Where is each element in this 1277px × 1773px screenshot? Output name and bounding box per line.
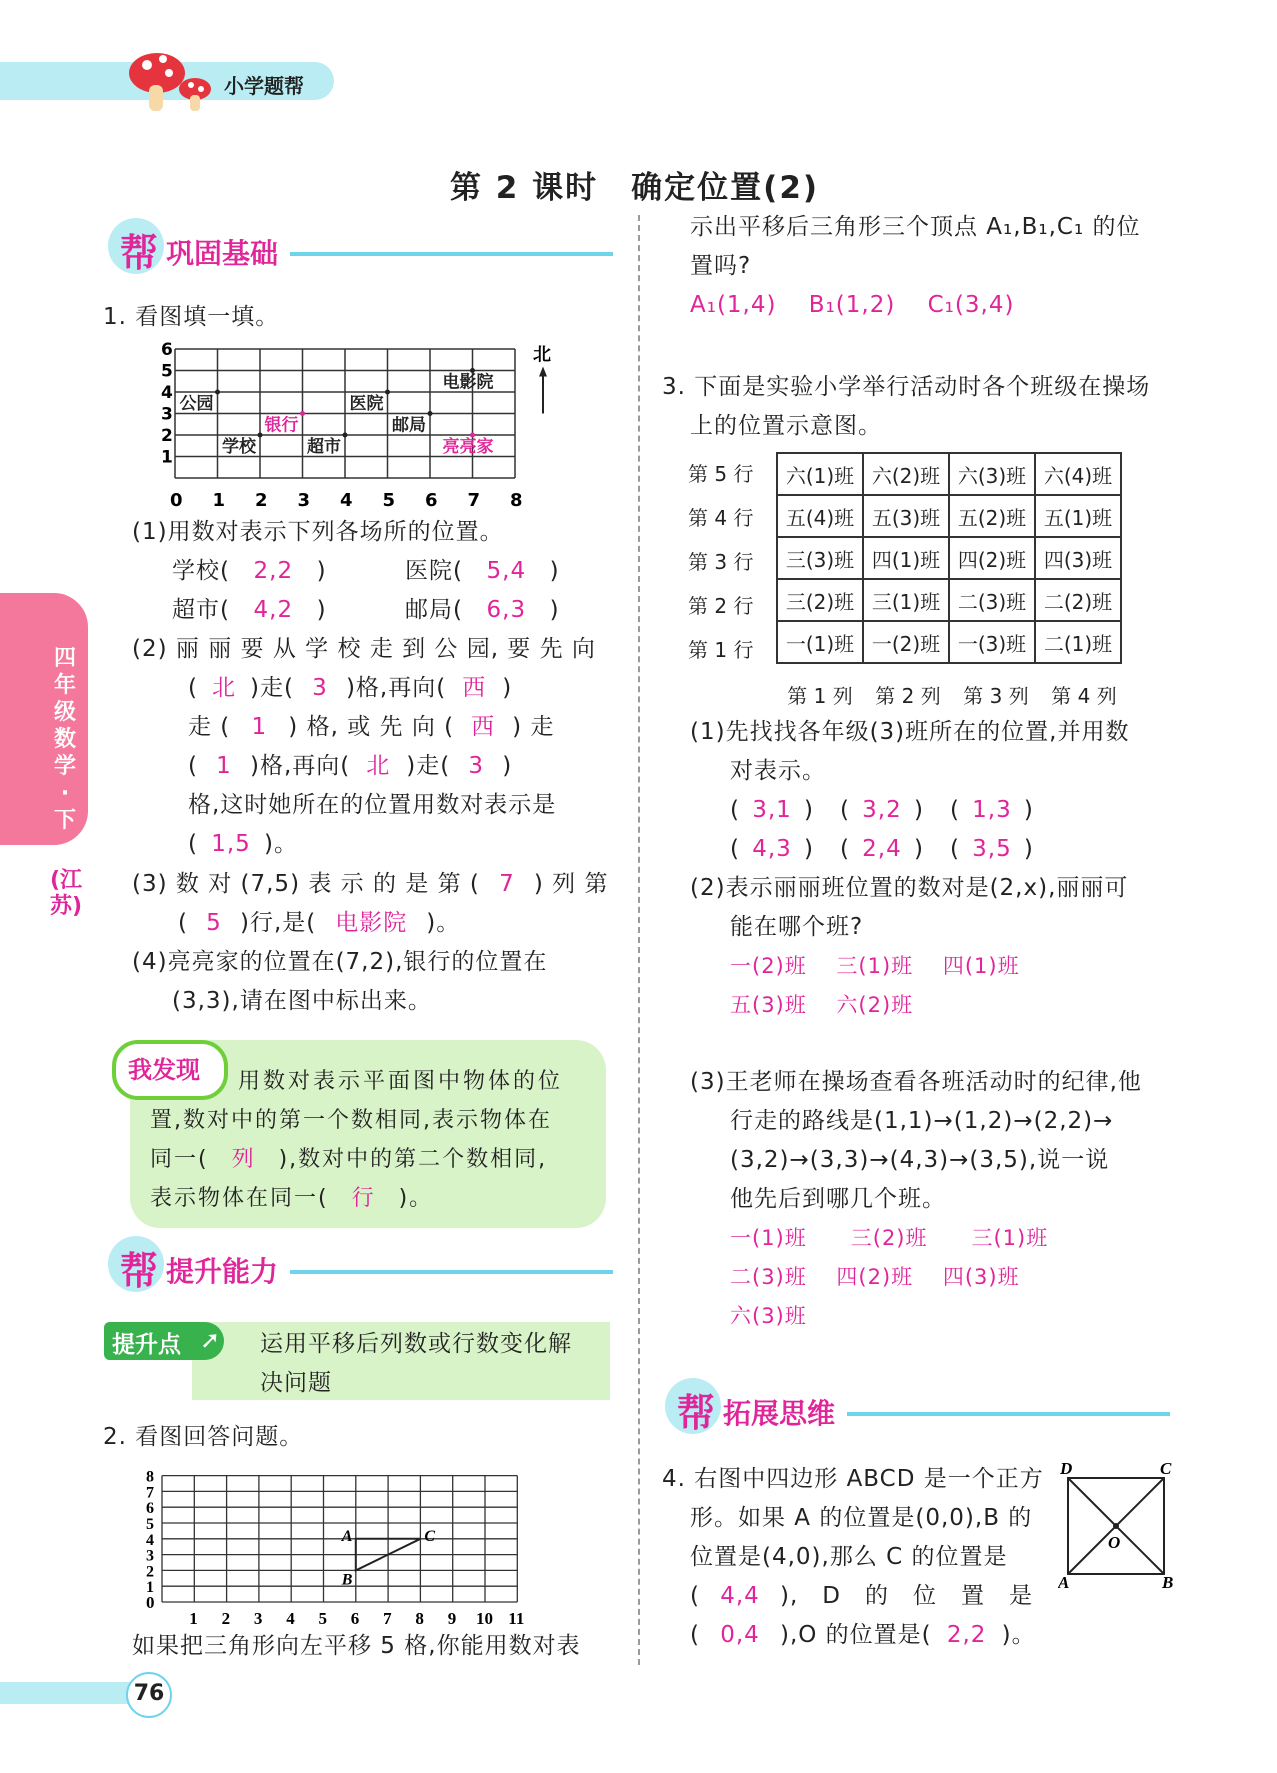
- text: ) 格, 或 先 向 (: [288, 714, 455, 740]
- q3-col-labels: [776, 680, 1128, 709]
- row-label: 第 4 行: [688, 506, 754, 530]
- table-cell: 一(3)班: [949, 621, 1035, 663]
- point-O-label: O: [1108, 1533, 1121, 1552]
- y-tick-label: 4: [161, 383, 173, 403]
- table-row: [777, 453, 1121, 495]
- row-label: 第 1 行: [688, 638, 754, 662]
- close-paren: ): [316, 558, 327, 584]
- text: 表示物体在同一(: [150, 1186, 329, 1211]
- x-tick-label: 8: [510, 490, 523, 511]
- q3-part3-answer-line1: 一(1)班 三(2)班 三(1)班: [730, 1226, 1049, 1250]
- place-label: 超市: [307, 437, 341, 457]
- q3-part2-line2: 能在哪个班?: [730, 914, 864, 940]
- q1-prompt: 1. 看图填一填。: [103, 304, 280, 330]
- q3-part1-answers-row1: [730, 791, 1034, 830]
- text: )。: [263, 831, 298, 857]
- text: )行,是(: [239, 910, 317, 936]
- answer: 3: [468, 753, 485, 779]
- q2-question-line2: 示出平移后三角形三个顶点 A₁,B₁,C₁ 的位: [690, 214, 1141, 240]
- answer-pair: [840, 791, 924, 830]
- text: )。: [426, 910, 461, 936]
- table-cell: 六(4)班: [1035, 453, 1121, 495]
- answer: 电影院: [335, 910, 408, 936]
- place-label: 亮亮家: [442, 437, 494, 457]
- brand-name: 小学题帮: [224, 74, 304, 98]
- tisheng-badge-label: 提升点: [112, 1332, 181, 1358]
- x-tick-label: 10: [476, 1609, 493, 1628]
- origin-label: 0: [146, 1593, 155, 1612]
- hospital-label: 医院(: [405, 558, 463, 584]
- q4-line1: 4. 右图中四边形 ABCD 是一个正方: [662, 1466, 1044, 1492]
- section-title: 拓展思维: [723, 1397, 836, 1430]
- q1-part4-line1: (4)亮亮家的位置在(7,2),银行的位置在: [132, 949, 548, 975]
- post-label: 邮局(: [405, 597, 463, 623]
- place-dot: [343, 433, 348, 438]
- paren: (: [839, 836, 850, 862]
- section-basic: [108, 218, 613, 288]
- table-cell: 一(1)班: [777, 621, 863, 663]
- q1-part2-line1: (2) 丽 丽 要 从 学 校 走 到 公 园, 要 先 向: [132, 636, 596, 662]
- x-tick-label: 2: [221, 1609, 231, 1628]
- tisheng-line1: 运用平移后列数或行数变化解: [260, 1331, 572, 1357]
- y-tick-label: 6: [161, 340, 173, 360]
- q4-line5: [690, 1616, 1036, 1655]
- paren: (: [839, 797, 850, 823]
- q1-school-row: [172, 552, 327, 591]
- y-tick-label: 5: [161, 361, 173, 382]
- close-paren: ): [549, 558, 560, 584]
- table-cell: 三(3)班: [777, 537, 863, 579]
- q3-part1-line2: 对表示。: [730, 758, 826, 784]
- table-row: [777, 495, 1121, 537]
- answer-pair: [950, 830, 1034, 869]
- x-tick-label: 4: [340, 490, 353, 511]
- lesson-title: 第 2 课时 确定位置(2): [450, 170, 820, 206]
- text: (3) 数 对 (7,5) 表 示 的 是 第 (: [132, 871, 480, 897]
- bang-icon: 帮: [120, 231, 159, 275]
- row-label: 第 2 行: [688, 594, 754, 618]
- north-arrowhead-icon: [539, 367, 547, 377]
- text: 走 (: [188, 714, 231, 740]
- row-label: 第 3 行: [688, 550, 754, 574]
- discover-line4: [150, 1179, 433, 1218]
- q2-answer: A₁(1,4) B₁(1,2) C₁(3,4): [690, 292, 1015, 318]
- q4-line2: 形。如果 A 的位置是(0,0),B 的: [690, 1505, 1033, 1531]
- paren: ): [803, 797, 814, 823]
- q3-part2-line1: (2)表示丽丽班位置的数对是(2,x),丽丽可: [690, 875, 1129, 901]
- x-tick-label: 2: [255, 490, 268, 511]
- bang-icon: 帮: [120, 1249, 159, 1293]
- table-row: [777, 537, 1121, 579]
- q3-part2-answer-line2: 五(3)班 六(2)班: [730, 993, 914, 1017]
- y-tick-label: 2: [146, 1563, 154, 1581]
- y-tick-label: 6: [146, 1500, 154, 1518]
- page-number: 76: [133, 1681, 165, 1706]
- col-label: 第 2 列: [875, 684, 941, 708]
- x-tick-label: 11: [508, 1609, 525, 1628]
- x-tick-label: 3: [297, 490, 311, 511]
- q1-part2-line4: [188, 747, 512, 786]
- place-label: 医院: [349, 394, 384, 414]
- q3-part3-line4: 他先后到哪几个班。: [730, 1186, 946, 1212]
- table-cell: 六(3)班: [949, 453, 1035, 495]
- text: )。: [398, 1186, 434, 1211]
- section-improve: [108, 1236, 613, 1306]
- table-cell: 五(3)班: [863, 495, 949, 537]
- q3-part3-answer-line2: 二(3)班 四(2)班 四(3)班: [730, 1265, 1020, 1289]
- q2-prompt: 2. 看图回答问题。: [103, 1424, 304, 1450]
- answer: 列: [231, 1147, 256, 1172]
- school-answer: 2,2: [253, 558, 294, 584]
- paren: ): [1023, 797, 1034, 823]
- market-label: 超市(: [172, 597, 230, 623]
- y-tick-label: 1: [146, 1579, 154, 1597]
- answer: 北: [211, 675, 236, 701]
- answer: 4,4: [720, 1583, 760, 1609]
- discover-line3: [150, 1140, 547, 1179]
- x-tick-label: 6: [425, 490, 438, 511]
- place-dot: [300, 411, 305, 416]
- col-label: 第 4 列: [1051, 684, 1117, 708]
- q1-part2-line3: [188, 708, 554, 747]
- answer: 1: [251, 714, 268, 740]
- discover-line1: 用数对表示平面图中物体的位: [238, 1069, 564, 1094]
- school-label: 学校(: [172, 558, 230, 584]
- market-answer: 4,2: [253, 597, 294, 623]
- q2-question-line1: 如果把三角形向左平移 5 格,你能用数对表: [132, 1633, 581, 1659]
- place-dot: [385, 390, 390, 395]
- q3-part3-line1: (3)王老师在操场查看各班活动时的纪律,他: [690, 1069, 1142, 1095]
- table-cell: 四(1)班: [863, 537, 949, 579]
- table-cell: 一(2)班: [863, 621, 949, 663]
- table-cell: 五(2)班: [949, 495, 1035, 537]
- x-tick-label: 8: [415, 1609, 424, 1628]
- q1-part2-line5: 格,这时她所在的位置用数对表示是: [188, 792, 557, 818]
- section-title: 巩固基础: [166, 237, 279, 270]
- answer: 3: [312, 675, 328, 701]
- x-tick-label: 9: [447, 1609, 457, 1628]
- y-tick-label: 2: [161, 426, 173, 446]
- text: )格,再向(: [345, 675, 447, 701]
- table-row: [777, 579, 1121, 621]
- answer: 3,1: [752, 797, 792, 823]
- arrow-icon: ➚: [200, 1326, 221, 1354]
- y-tick-label: 3: [146, 1547, 154, 1565]
- paren: ): [502, 675, 513, 701]
- paren: (: [188, 675, 198, 701]
- q3-row-labels: [688, 452, 753, 672]
- point-B-label: B: [1162, 1573, 1174, 1590]
- x-tick-label: 3: [253, 1609, 263, 1628]
- answer: 3,2: [862, 797, 902, 823]
- place-dot: [258, 433, 263, 438]
- place-dot: [428, 411, 433, 416]
- place-label: 电影院: [442, 372, 494, 393]
- paren: (: [730, 836, 740, 862]
- y-tick-label: 8: [146, 1468, 154, 1486]
- table-cell: 三(1)班: [863, 579, 949, 621]
- answer: 0,4: [720, 1622, 760, 1648]
- q3-part2-answer-line1: 一(2)班 三(1)班 四(1)班: [730, 954, 1020, 978]
- grade-side-tab: [0, 593, 88, 845]
- place-label: 公园: [179, 394, 214, 414]
- table-cell: 二(2)班: [1035, 579, 1121, 621]
- q3-part1-line1: (1)先找找各年级(3)班所在的位置,并用数: [690, 719, 1130, 745]
- q4-line4: [690, 1577, 1033, 1616]
- text: )格,再向(: [249, 753, 351, 779]
- x-tick-label: 4: [286, 1609, 295, 1628]
- answer: 北: [366, 753, 391, 779]
- column-divider: [638, 215, 640, 1665]
- x-tick-label: 7: [467, 490, 481, 511]
- table-cell: 三(2)班: [777, 579, 863, 621]
- q3-part3-line2: 行走的路线是(1,1)→(1,2)→(2,2)→: [730, 1108, 1114, 1134]
- paren: ): [913, 797, 924, 823]
- text: ), D 的 位 置 是: [779, 1583, 1033, 1609]
- x-tick-label: 0: [170, 490, 183, 511]
- q1-post-row: [405, 591, 560, 630]
- point-A-label: A: [1058, 1573, 1070, 1590]
- table-cell: 二(3)班: [949, 579, 1035, 621]
- paren: ): [1023, 836, 1034, 862]
- answer: 1: [216, 753, 232, 779]
- answer-pair: [730, 791, 814, 830]
- point-A-label: A: [341, 1527, 353, 1545]
- place-label: 学校: [222, 437, 256, 457]
- table-cell: 五(4)班: [777, 495, 863, 537]
- answer-pair: [950, 791, 1034, 830]
- section-expand: [665, 1378, 1170, 1448]
- table-row: [777, 621, 1121, 663]
- q1-part4-line2: (3,3),请在图中标出来。: [172, 988, 432, 1014]
- col-label: 第 1 列: [787, 684, 853, 708]
- answer: 4,3: [752, 836, 792, 862]
- point-C-label: C: [1160, 1460, 1172, 1478]
- answer: 西: [462, 675, 487, 701]
- mushroom-logo-icon: [125, 45, 215, 115]
- x-tick-label: 7: [383, 1609, 392, 1628]
- q1-part2-line6: [188, 825, 298, 864]
- tisheng-line2: 决问题: [260, 1370, 332, 1396]
- hospital-answer: 5,4: [486, 558, 527, 584]
- answer-pair: [840, 830, 924, 869]
- x-tick-label: 5: [318, 1609, 327, 1628]
- q2-coordinate-grid: [140, 1452, 600, 1630]
- point-C-label: C: [424, 1527, 436, 1545]
- row-label: 第 5 行: [688, 462, 754, 486]
- answer: 5: [206, 910, 222, 936]
- answer: 2,2: [946, 1622, 987, 1648]
- y-tick-label: 5: [146, 1516, 154, 1533]
- paren: (: [188, 831, 198, 857]
- point-B-label: B: [341, 1571, 353, 1589]
- q2-question-line3: 置吗?: [690, 253, 752, 279]
- close-paren: ): [549, 597, 560, 623]
- answer: 1,5: [211, 831, 251, 857]
- q1-map-grid: [150, 338, 580, 518]
- paren: (: [949, 836, 960, 862]
- q1-part2-line2: [188, 669, 512, 708]
- paren: (: [730, 797, 740, 823]
- q1-part1: (1)用数对表示下列各场所的位置。: [132, 519, 504, 545]
- grade-label: 四年级数学·下: [53, 646, 76, 833]
- table-cell: 四(3)班: [1035, 537, 1121, 579]
- table-cell: 二(1)班: [1035, 621, 1121, 663]
- q3-part3-line3: (3,2)→(3,3)→(4,3)→(3,5),说一说: [730, 1147, 1110, 1173]
- place-dot: [215, 390, 220, 395]
- x-tick-label: 6: [350, 1609, 360, 1628]
- answer: 1,3: [972, 797, 1012, 823]
- y-tick-label: 3: [161, 404, 173, 425]
- close-paren: ): [316, 597, 327, 623]
- x-tick-label: 5: [382, 490, 396, 511]
- y-tick-label: 7: [146, 1484, 154, 1502]
- table-cell: 六(1)班: [777, 453, 863, 495]
- table-cell: 六(2)班: [863, 453, 949, 495]
- text: ) 列 第: [533, 871, 609, 897]
- north-label: 北: [533, 344, 551, 366]
- q4-line3: 位置是(4,0),那么 C 的位置是: [690, 1544, 1008, 1570]
- x-tick-label: 1: [212, 490, 226, 511]
- answer: 行: [351, 1186, 376, 1211]
- q3-prompt-line1: 3. 下面是实验小学举行活动时各个班级在操场: [662, 374, 1151, 400]
- paren: ): [803, 836, 814, 862]
- col-label: 第 3 列: [963, 684, 1029, 708]
- paren: ): [502, 753, 513, 779]
- place-label: 邮局: [392, 415, 426, 436]
- q1-market-row: [172, 591, 327, 630]
- answer: 2,4: [862, 836, 902, 862]
- q1-part3-line1: [132, 865, 609, 904]
- section-rule: [847, 1412, 1170, 1416]
- q3-part3-answer-line3: 六(3)班: [730, 1304, 807, 1328]
- x-tick-label: 1: [189, 1609, 198, 1628]
- text: )走(: [249, 675, 294, 701]
- discover-badge-label: 我发现: [128, 1056, 200, 1084]
- text: ) 走: [512, 714, 555, 740]
- paren: (: [188, 753, 198, 779]
- point-D-label: D: [1060, 1460, 1073, 1478]
- section-title: 提升能力: [166, 1255, 279, 1288]
- q3-prompt-line2: 上的位置示意图。: [690, 413, 882, 439]
- place-label: 银行: [264, 415, 299, 436]
- q1-part3-line2: [178, 904, 460, 943]
- section-rule: [290, 252, 613, 256]
- answer: 西: [471, 714, 496, 740]
- y-tick-label: 1: [161, 447, 173, 468]
- text: ),O 的位置是(: [779, 1622, 932, 1648]
- text: ),数对中的第二个数相同,: [278, 1147, 548, 1172]
- region-label: (江苏): [50, 868, 83, 919]
- y-tick-label: 4: [146, 1531, 154, 1549]
- section-rule: [290, 1270, 613, 1274]
- paren: ): [913, 836, 924, 862]
- square-abcd-diagram: [1058, 1460, 1176, 1590]
- text: 同一(: [150, 1147, 209, 1172]
- paren: (: [690, 1583, 700, 1609]
- table-cell: 四(2)班: [949, 537, 1035, 579]
- post-answer: 6,3: [486, 597, 527, 623]
- class-position-table: [776, 452, 1122, 664]
- discover-line2: 置,数对中的第一个数相同,表示物体在: [150, 1108, 552, 1133]
- paren: (: [949, 797, 960, 823]
- q1-hospital-row: [405, 552, 560, 591]
- answer: 7: [499, 871, 515, 897]
- text: )。: [1001, 1622, 1036, 1648]
- text: )走(: [406, 753, 451, 779]
- answer: 3,5: [972, 836, 1012, 862]
- answer-pair: [730, 830, 814, 869]
- bang-icon: 帮: [677, 1391, 716, 1435]
- paren: (: [690, 1622, 700, 1648]
- q3-part1-answers-row2: [730, 830, 1034, 869]
- table-cell: 五(1)班: [1035, 495, 1121, 537]
- paren: (: [178, 910, 188, 936]
